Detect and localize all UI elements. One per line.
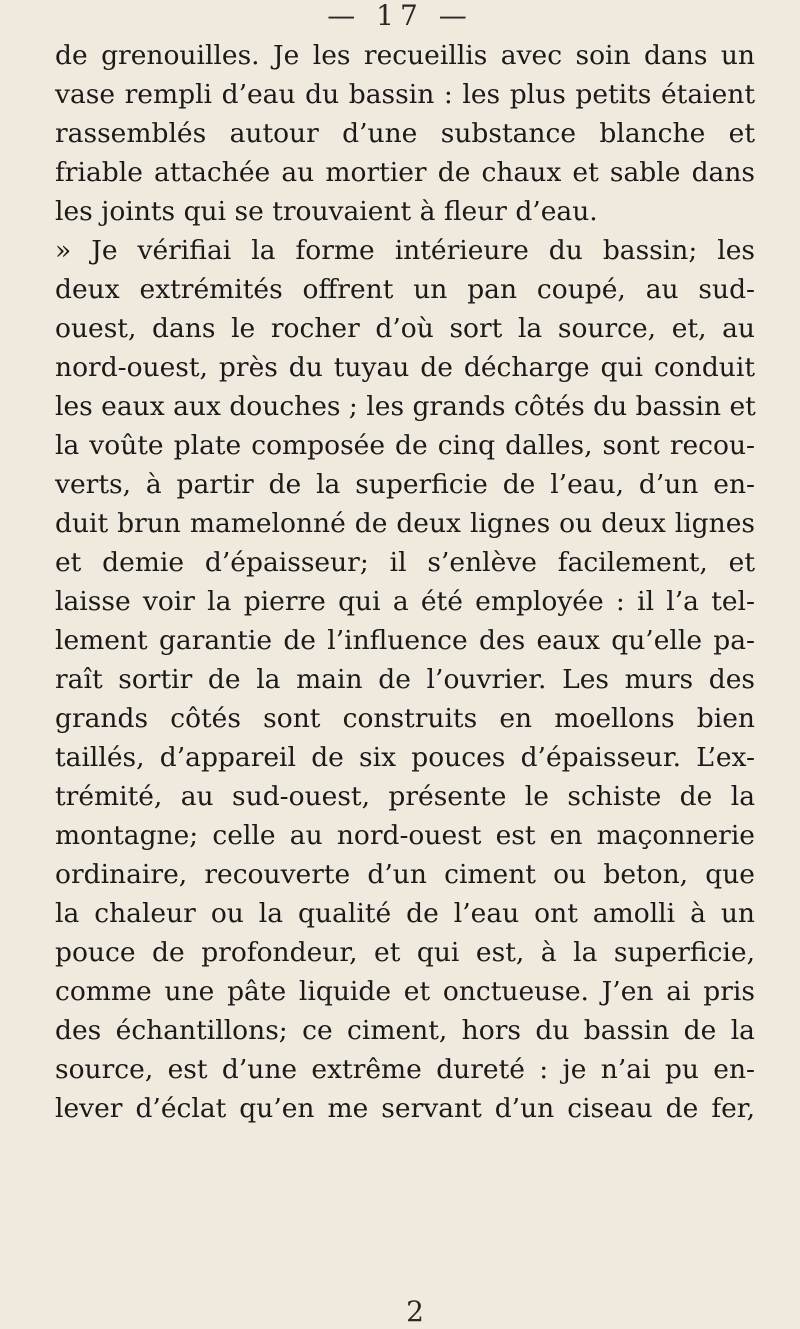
text-line: vase rempli d’eau du bassin : les plus petits étaient — [55, 79, 755, 110]
text-line: montagne; celle au nord-ouest est en maçonnerie — [55, 820, 755, 851]
signature-mark: 2 — [406, 1295, 424, 1328]
text-line: et demie d’épaisseur; il s’enlève facilement, et — [55, 547, 755, 578]
text-line: rassemblés autour d’une substance blanche et — [55, 118, 755, 149]
page-number: — 17 — — [327, 0, 473, 32]
text-line: lever d’éclat qu’en me servant d’un ciseau de fer, — [55, 1093, 755, 1124]
text-line: duit brun mamelonné de deux lignes ou deux lignes — [55, 508, 755, 539]
text-line: trémité, au sud-ouest, présente le schiste de la — [55, 781, 755, 812]
text-line: de grenouilles. Je les recueillis avec soin dans un — [55, 40, 755, 71]
text-line: des échantillons; ce ciment, hors du bassin de la — [55, 1015, 755, 1046]
text-line: les eaux aux douches ; les grands côtés du bassin et — [55, 391, 756, 422]
text-line: verts, à partir de la superficie de l’eau, d’un en- — [55, 469, 755, 500]
text-line: taillés, d’appareil de six pouces d’épaisseur. L’ex- — [55, 742, 755, 773]
text-line: la chaleur ou la qualité de l’eau ont amolli à un — [55, 898, 755, 929]
text-line: pouce de profondeur, et qui est, à la superficie, — [55, 937, 755, 968]
text-line: grands côtés sont construits en moellons bien — [55, 703, 755, 734]
text-line: source, est d’une extrême dureté : je n’ai pu en- — [55, 1054, 755, 1085]
body-text — [55, 36, 755, 1128]
text-line: les joints qui se trouvaient à fleur d’eau. — [55, 196, 598, 227]
text-line: comme une pâte liquide et onctueuse. J’en ai pris — [55, 976, 755, 1007]
text-line: laisse voir la pierre qui a été employée : il l’a tel- — [55, 586, 755, 617]
text-line: la voûte plate composée de cinq dalles, sont recou- — [55, 430, 755, 461]
text-line: lement garantie de l’influence des eaux qu’elle pa- — [55, 625, 755, 656]
text-line: friable attachée au mortier de chaux et sable dans — [55, 157, 755, 188]
text-line: raît sortir de la main de l’ouvrier. Les murs des — [55, 664, 755, 695]
text-line: » Je vérifiai la forme intérieure du bassin; les — [55, 235, 755, 266]
text-line: nord-ouest, près du tuyau de décharge qui conduit — [55, 352, 755, 383]
text-line: ouest, dans le rocher d’où sort la source, et, au — [55, 313, 755, 344]
text-line: ordinaire, recouverte d’un ciment ou beton, que — [55, 859, 755, 890]
text-line: deux extrémités offrent un pan coupé, au sud- — [55, 274, 755, 305]
